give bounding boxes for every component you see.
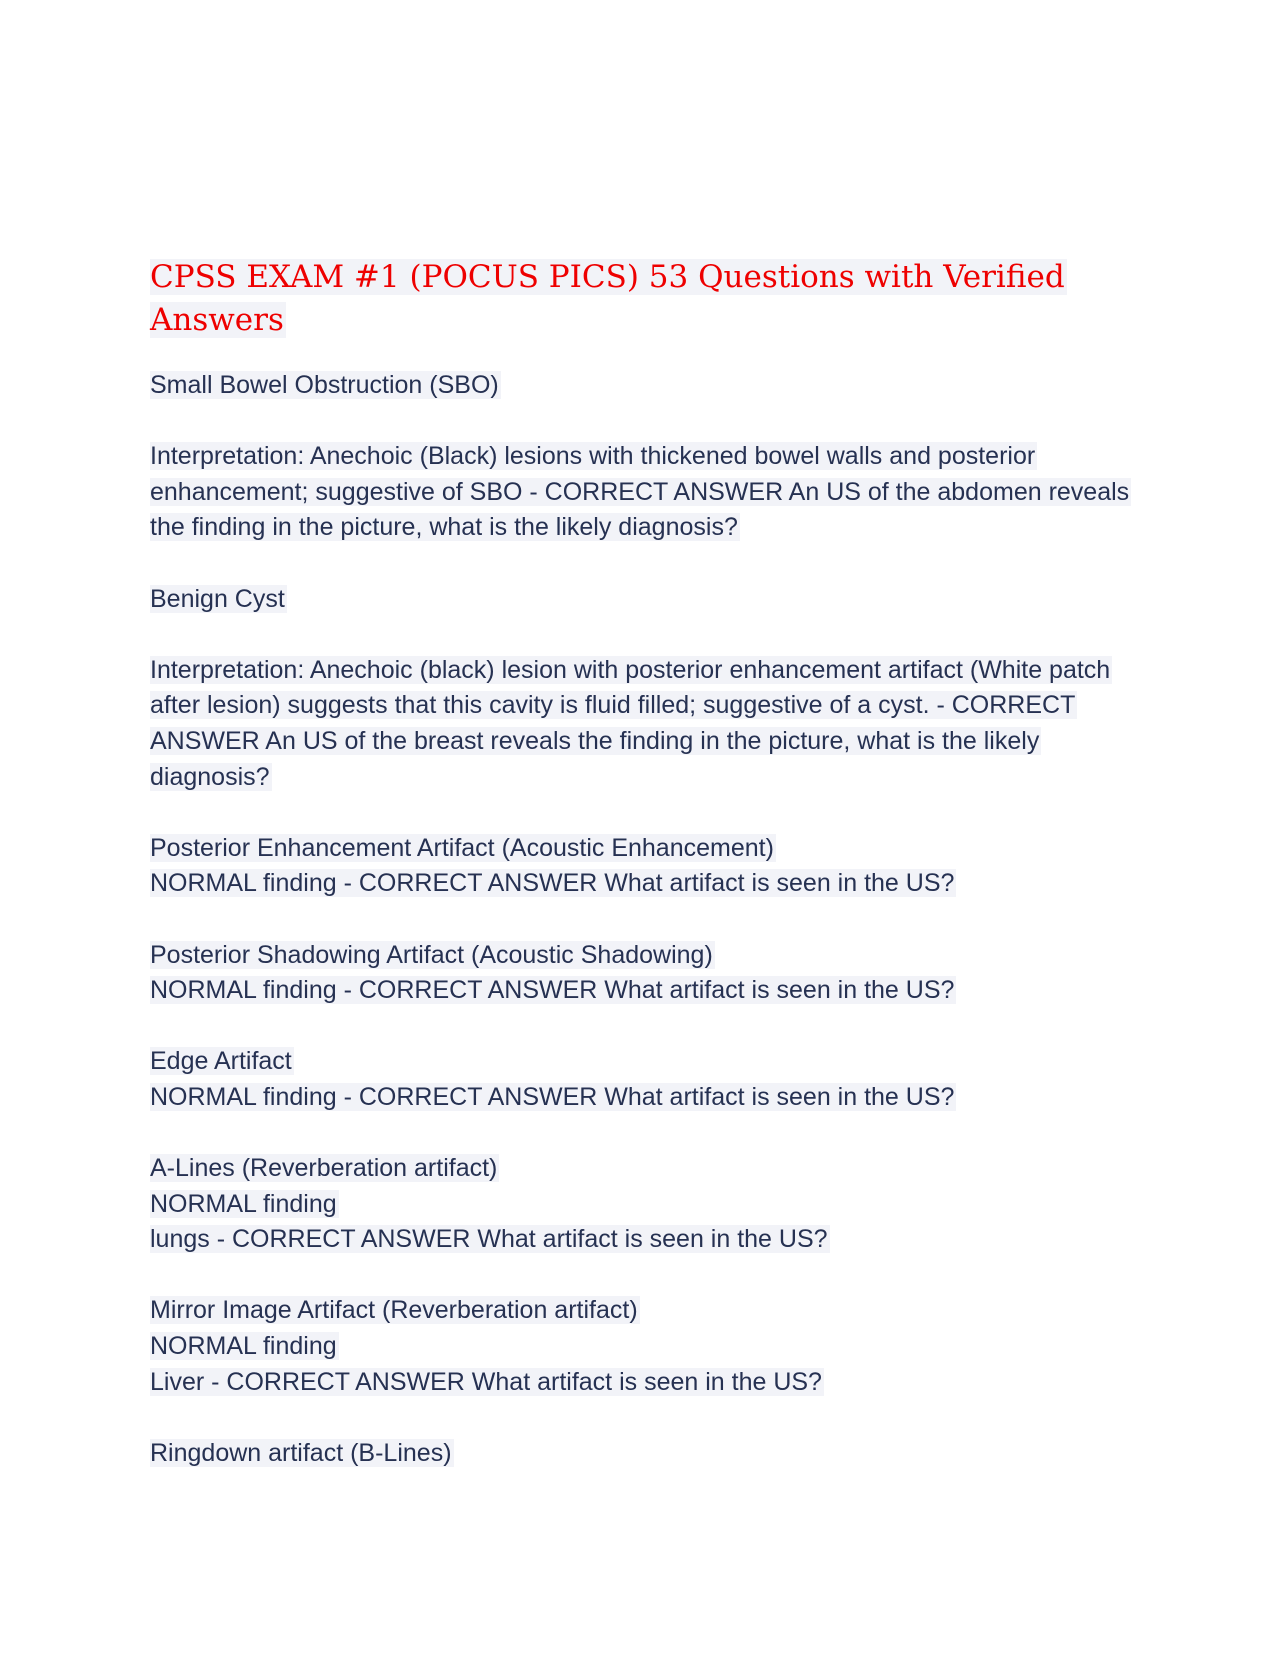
- document-page: [150, 256, 1130, 1507]
- entry-line: Mirror Image Artifact (Reverberation artifact): [150, 1296, 638, 1325]
- entry-block: [150, 1293, 1130, 1400]
- entry-line: NORMAL finding - CORRECT ANSWER What artifact is seen in the US?: [150, 869, 955, 898]
- entry-block: [150, 368, 1130, 404]
- entry-block: [150, 831, 1130, 902]
- entry-line: Benign Cyst: [150, 584, 285, 613]
- entry-block: [150, 582, 1130, 618]
- entry-block: [150, 439, 1130, 546]
- entry-line: Ringdown artifact (B-Lines): [150, 1438, 452, 1467]
- document-title-text: CPSS EXAM #1 (POCUS PICS) 53 Questions with Verified Answers: [150, 259, 1065, 338]
- entry-line: NORMAL finding - CORRECT ANSWER What artifact is seen in the US?: [150, 976, 955, 1005]
- entry-line: Small Bowel Obstruction (SBO): [150, 371, 499, 399]
- entry-line: Posterior Shadowing Artifact (Acoustic Shadowing): [150, 940, 713, 969]
- entry-block: [150, 653, 1130, 795]
- entry-line: NORMAL finding: [150, 1332, 337, 1361]
- entry-line: Posterior Enhancement Artifact (Acoustic Enhancement): [150, 833, 774, 862]
- entry-block: [150, 1151, 1130, 1258]
- entry-line: lungs - CORRECT ANSWER What artifact is seen in the US?: [150, 1225, 828, 1254]
- document-title: [150, 256, 1130, 342]
- entry-block: [150, 1044, 1130, 1115]
- entry-line: NORMAL finding - CORRECT ANSWER What artifact is seen in the US?: [150, 1082, 955, 1111]
- entry-line: NORMAL finding: [150, 1189, 337, 1218]
- entry-line: Liver - CORRECT ANSWER What artifact is seen in the US?: [150, 1367, 822, 1396]
- entry-line: Interpretation: Anechoic (black) lesion with posterior enhancement artifact (White patch after lesion) suggests that this cavity is fluid filled; suggestive of a cyst. - CORRECT ANSWER An US of the breast reveals the finding in the picture, what is the likely diagnosis?: [150, 655, 1111, 791]
- entry-line: Edge Artifact: [150, 1047, 292, 1076]
- entry-line: Interpretation: Anechoic (Black) lesions with thickened bowel walls and posterior enhancement; suggestive of SBO - CORRECT ANSWER An US of the abdomen reveals the finding in the picture, what is the likely diagnosis?: [150, 442, 1130, 542]
- entry-block: [150, 1436, 1130, 1472]
- entry-line: A-Lines (Reverberation artifact): [150, 1154, 498, 1183]
- entry-block: [150, 938, 1130, 1009]
